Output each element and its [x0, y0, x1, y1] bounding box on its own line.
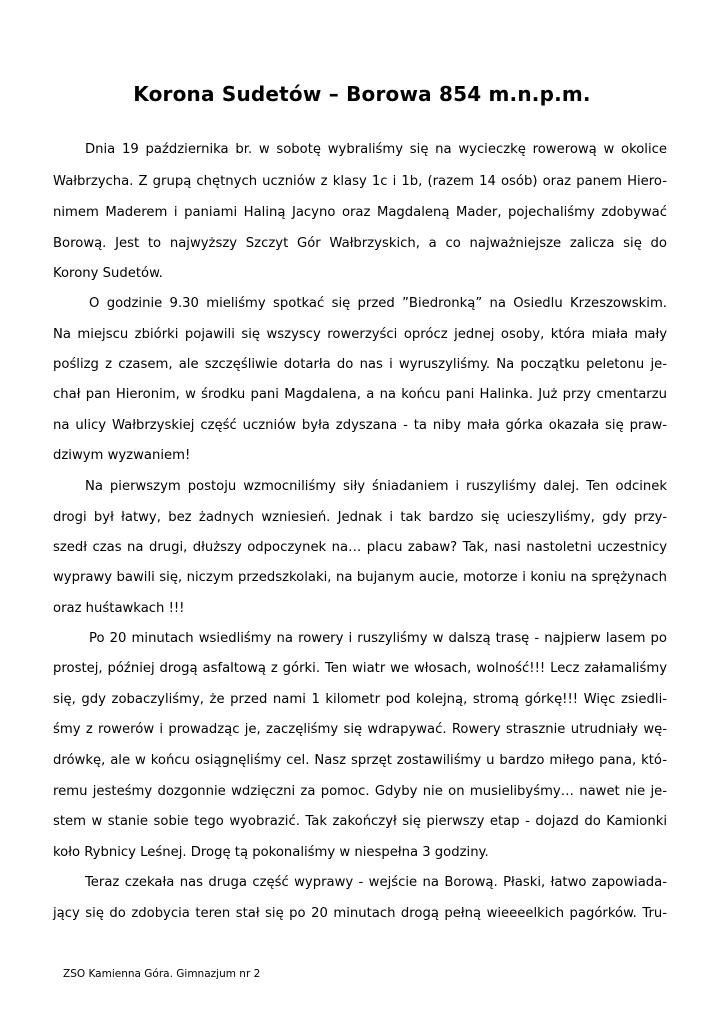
- text-line: O godzinie 9.30 mieliśmy spotkać się przed ”Biedronką” na Osiedlu Krzeszowskim.: [89, 296, 667, 311]
- text-line: Na pierwszym postoju wzmocniliśmy siły śniadaniem i ruszyliśmy dalej. Ten odcinek: [85, 479, 667, 494]
- text-line: chał pan Hieronim, w środku pani Magdalena, a na końcu pani Halinka. Już przy cmentarzu: [53, 387, 667, 402]
- text-line: Borową. Jest to najwyższy Szczyt Gór Wałbrzyskich, a co najważniejsze zalicza się do: [53, 236, 667, 251]
- text-line: poślizg z czasem, ale szczęśliwie dotarła do nas i wyruszyliśmy. Na początku peletonu je-: [53, 357, 667, 372]
- document-title: Korona Sudetów – Borowa 854 m.n.p.m.: [133, 82, 591, 106]
- text-line: remu jesteśmy dozgonnie wdzięczni za pomoc. Gdyby nie on musielibyśmy… nawet nie je-: [53, 784, 667, 799]
- text-line: się, gdy zobaczyliśmy, że przed nami 1 kilometr pod kolejną, stromą górkę!!! Więc zsiedli-: [53, 692, 667, 707]
- text-line: Na miejscu zbiórki pojawili się wszyscy rowerzyści oprócz jednej osoby, która miała mały: [53, 327, 667, 342]
- text-line: jący się do zdobycia teren stał się po 20 minutach drogą pełną wieeeelkich pagórków. Tru-: [53, 906, 667, 921]
- text-line: śmy z rowerów i prowadząc je, zaczęliśmy się wdrapywać. Rowery strasznie utrudniały wę-: [53, 722, 667, 737]
- text-line: Teraz czekała nas druga część wyprawy - wejście na Borową. Płaski, łatwo zapowiada-: [85, 875, 667, 890]
- text-line: prostej, później drogą asfaltową z górki. Ten wiatr we włosach, wolność!!! Lecz załamaliśmy: [53, 661, 667, 676]
- text-line: koło Rybnicy Leśnej. Drogę tą pokonaliśmy w niespełna 3 godziny.: [53, 845, 489, 860]
- text-line: Korony Sudetów.: [53, 266, 163, 281]
- text-line: nimem Maderem i paniami Haliną Jacyno oraz Magdaleną Mader, pojechaliśmy zdobywać: [53, 205, 667, 220]
- text-line: stem w stanie sobie tego wyobrazić. Tak zakończył się pierwszy etap - dojazd do Kamionki: [53, 814, 667, 829]
- text-line: Po 20 minutach wsiedliśmy na rowery i ruszyliśmy w dalszą trasę - najpierw lasem po: [89, 631, 667, 646]
- text-line: drogi był łatwy, bez żadnych wzniesień. Jednak i tak bardzo się ucieszyliśmy, gdy przy-: [53, 510, 667, 525]
- text-line: Wałbrzycha. Z grupą chętnych uczniów z klasy 1c i 1b, (razem 14 osób) oraz panem Hiero-: [53, 174, 667, 189]
- text-line: dziwym wyzwaniem!: [53, 448, 191, 463]
- page-footer: ZSO Kamienna Góra. Gimnazjum nr 2: [63, 968, 261, 980]
- text-line: Dnia 19 października br. w sobotę wybraliśmy się na wycieczkę rowerową w okolice: [85, 142, 667, 157]
- text-line: oraz huśtawkach !!!: [53, 601, 185, 616]
- text-line: szedł czas na drugi, dłuższy odpoczynek na… placu zabaw? Tak, nasi nastoletni uczestnicy: [53, 540, 667, 555]
- text-line: wyprawy bawili się, niczym przedszkolaki, na bujanym aucie, motorze i koniu na sprężynach: [53, 570, 667, 585]
- text-line: na ulicy Wałbrzyskiej część uczniów była zdyszana - ta niby mała górka okazała się praw-: [53, 418, 667, 433]
- text-line: drówkę, ale w końcu osiągnęliśmy cel. Nasz sprzęt zostawiliśmy u bardzo miłego pana, któ-: [53, 753, 667, 768]
